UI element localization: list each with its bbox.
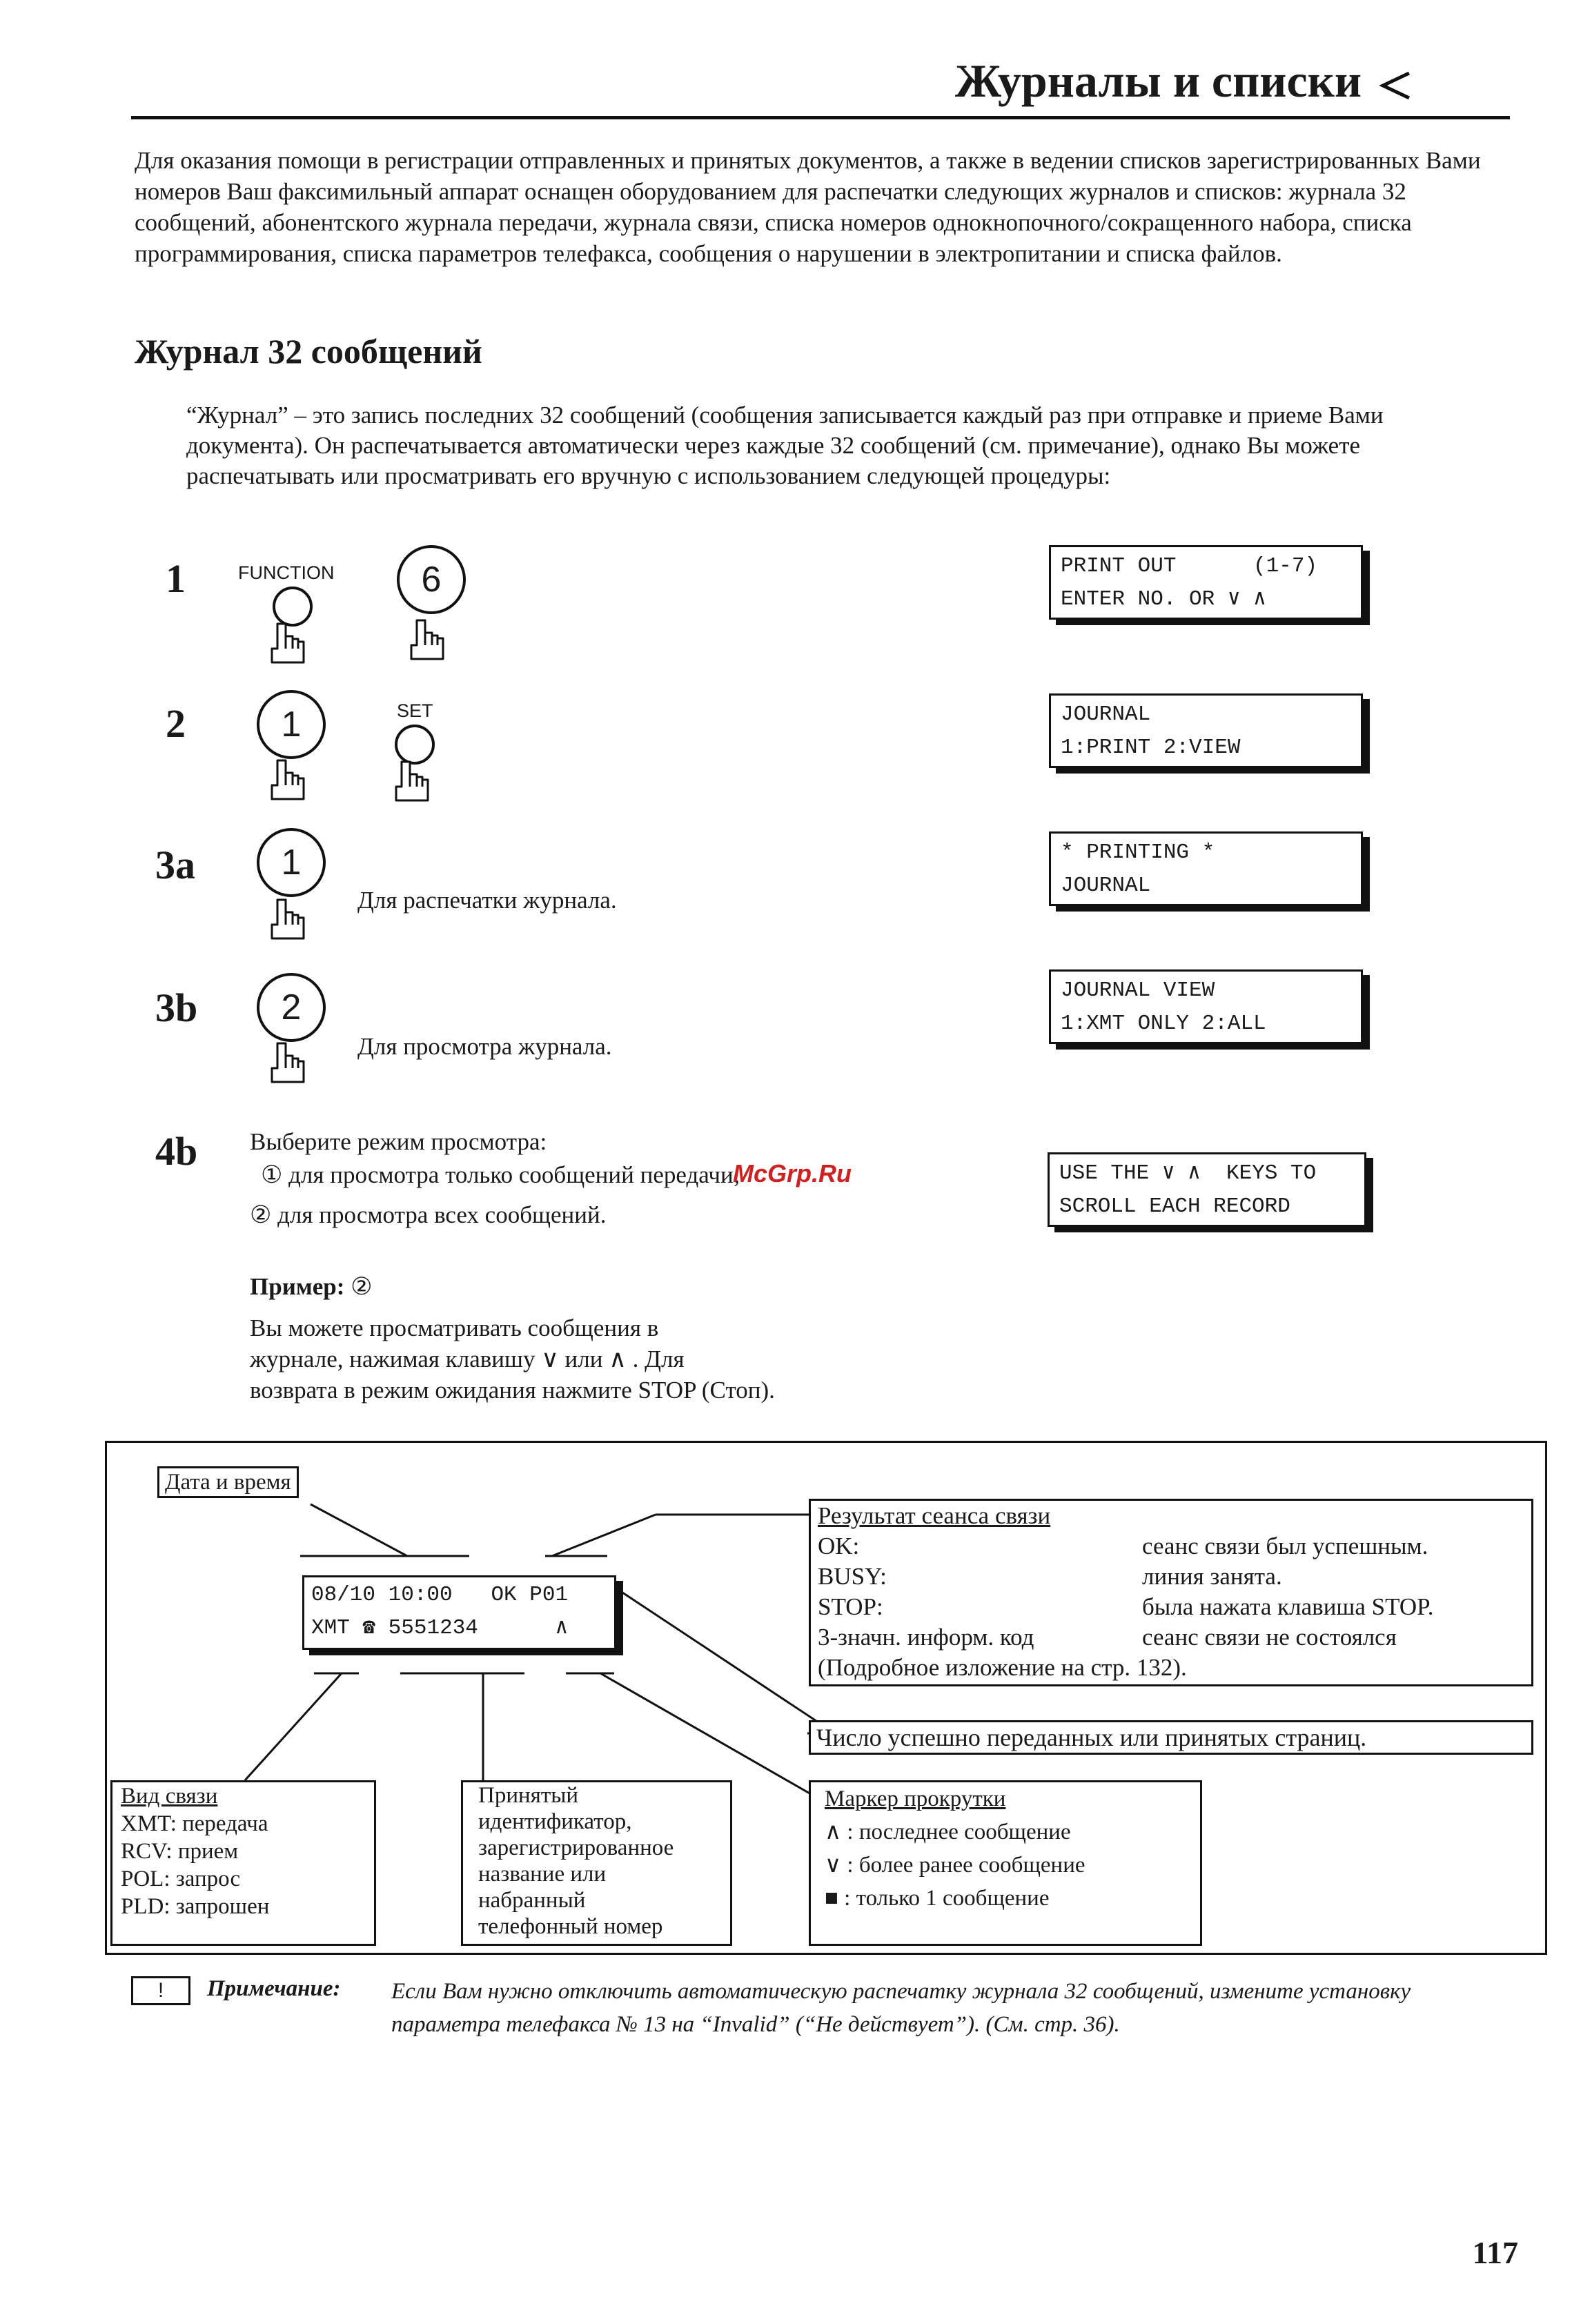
result-row: BUSY: линия занята. — [818, 1563, 1282, 1590]
page-title: Журналы и списки — [955, 54, 1413, 108]
step-description: Для распечатки журнала. — [357, 887, 617, 914]
comm-type-box — [110, 1780, 376, 1946]
result-row: 3-значн. информ. код сеанс связи не состоялся — [818, 1624, 1397, 1651]
section-title: Журнал 32 сообщений — [135, 332, 482, 371]
remote-id-line: название или — [478, 1862, 607, 1887]
digit-key-6[interactable]: 6 — [397, 545, 466, 614]
step-number: 3b — [155, 985, 198, 1030]
remote-id-line: Принятый — [478, 1783, 579, 1808]
result-title: Результат сеанса связи — [818, 1502, 1051, 1529]
scroll-marker-title: Маркер прокрутки — [825, 1786, 1006, 1811]
step-option: ① для просмотра только сообщений передачи; — [261, 1161, 740, 1188]
intro-paragraph: Для оказания помощи в регистрации отправленных и принятых документов, а также в ведении списков зарегистрированных Вами номеров Ваш факсимильный аппарат оснащен оборудованием для распечатки следующих журналов и списков: журнала 32 сообщений, абонентского журнала передачи, журнала связи, списка номеров однокнопочного/сокращенного набора, списка программирования, списка параметров телефакса, сообщения о нарушении в электропитании и списка файлов. — [135, 147, 1481, 267]
result-footer: (Подробное изложение на стр. 132). — [818, 1654, 1187, 1681]
remote-id-line: зарегистрированное — [478, 1835, 674, 1860]
result-box — [809, 1499, 1533, 1686]
note-text: Если Вам нужно отключить автоматическую распечатку журнала 32 сообщений, измените установку параметра телефакса № 13 на “Invalid” (“Не действует”). (См. стр. 36). — [391, 1979, 1411, 2037]
comm-type-item: POL: запрос — [121, 1867, 241, 1891]
remote-id-line: идентификатор, — [478, 1809, 632, 1834]
lcd-display: JOURNAL 1:PRINT 2:VIEW — [1049, 693, 1363, 768]
step-number: 2 — [166, 701, 186, 746]
note-icon-box: ! — [131, 1976, 190, 2005]
step-option: ② для просмотра всех сообщений. — [250, 1201, 607, 1228]
watermark: McGrp.Ru — [733, 1159, 852, 1188]
scroll-marker-item: ■ : только 1 сообщение — [825, 1886, 1050, 1911]
lcd-display: * PRINTING * JOURNAL — [1049, 831, 1363, 906]
comm-type-title: Вид связи — [121, 1784, 218, 1809]
comm-type-item: PLD: запрошен — [121, 1894, 270, 1919]
scroll-marker-box — [809, 1780, 1202, 1946]
section-intro: “Журнал” – это запись последних 32 сообщений (сообщения записывается каждый раз при отправке и приеме Вами документа). Он распечатывается автоматически через каждые 32 сообщений (см. примечание), однако Вы можете распечатывать или просматривать его вручную с использованием следующей процедуры: — [186, 402, 1384, 489]
remote-id-box — [461, 1780, 732, 1946]
remote-id-line: телефонный номер — [478, 1914, 663, 1939]
example-line: журнале, нажимая клавишу ∨ или ∧ . Для — [250, 1346, 685, 1372]
digit-key-1[interactable]: 1 — [257, 690, 326, 759]
lcd-display: JOURNAL VIEW 1:XMT ONLY 2:ALL — [1049, 969, 1363, 1044]
example-line: возврата в режим ожидания нажмите STOP (Стоп). — [250, 1377, 775, 1404]
digit-key-1[interactable]: 1 — [257, 828, 326, 897]
function-key-label: FUNCTION — [238, 562, 335, 583]
lcd-display: PRINT OUT (1-7) ENTER NO. OR ∨ ∧ — [1049, 545, 1363, 620]
comm-type-item: XMT: передача — [121, 1811, 268, 1836]
note-label: Примечание: — [207, 1976, 341, 2001]
lcd-display: 08/10 10:00 OK P01 XMT ☎ 5551234 ∧ — [302, 1575, 616, 1650]
remote-id-line: набранный — [478, 1888, 586, 1913]
step-number: 3a — [155, 843, 195, 887]
set-key-label: SET — [397, 700, 433, 721]
comm-type-item: RCV: прием — [121, 1839, 239, 1864]
result-row: STOP: была нажата клавиша STOP. — [818, 1593, 1434, 1620]
scroll-marker-item: ∧ : последнее сообщение — [825, 1820, 1071, 1844]
page-number: 117 — [1472, 2235, 1518, 2270]
step-number: 1 — [166, 556, 186, 601]
digit-key-2[interactable]: 2 — [257, 973, 326, 1042]
step-description: Для просмотра журнала. — [357, 1033, 612, 1060]
scroll-marker-item: ∨ : более ранее сообщение — [825, 1853, 1085, 1878]
step-description: Выберите режим просмотра: — [250, 1128, 547, 1155]
date-time-label: Дата и время — [157, 1466, 299, 1498]
result-row: OK: сеанс связи был успешным. — [818, 1533, 1428, 1559]
example-heading: Пример: ② — [250, 1273, 373, 1300]
lcd-display: USE THE ∨ ∧ KEYS TO SCROLL EACH RECORD — [1048, 1152, 1366, 1227]
example-line: Вы можете просматривать сообщения в — [250, 1314, 659, 1341]
pages-count-label: Число успешно переданных или принятых страниц. — [809, 1720, 1533, 1755]
step-number: 4b — [155, 1129, 198, 1174]
